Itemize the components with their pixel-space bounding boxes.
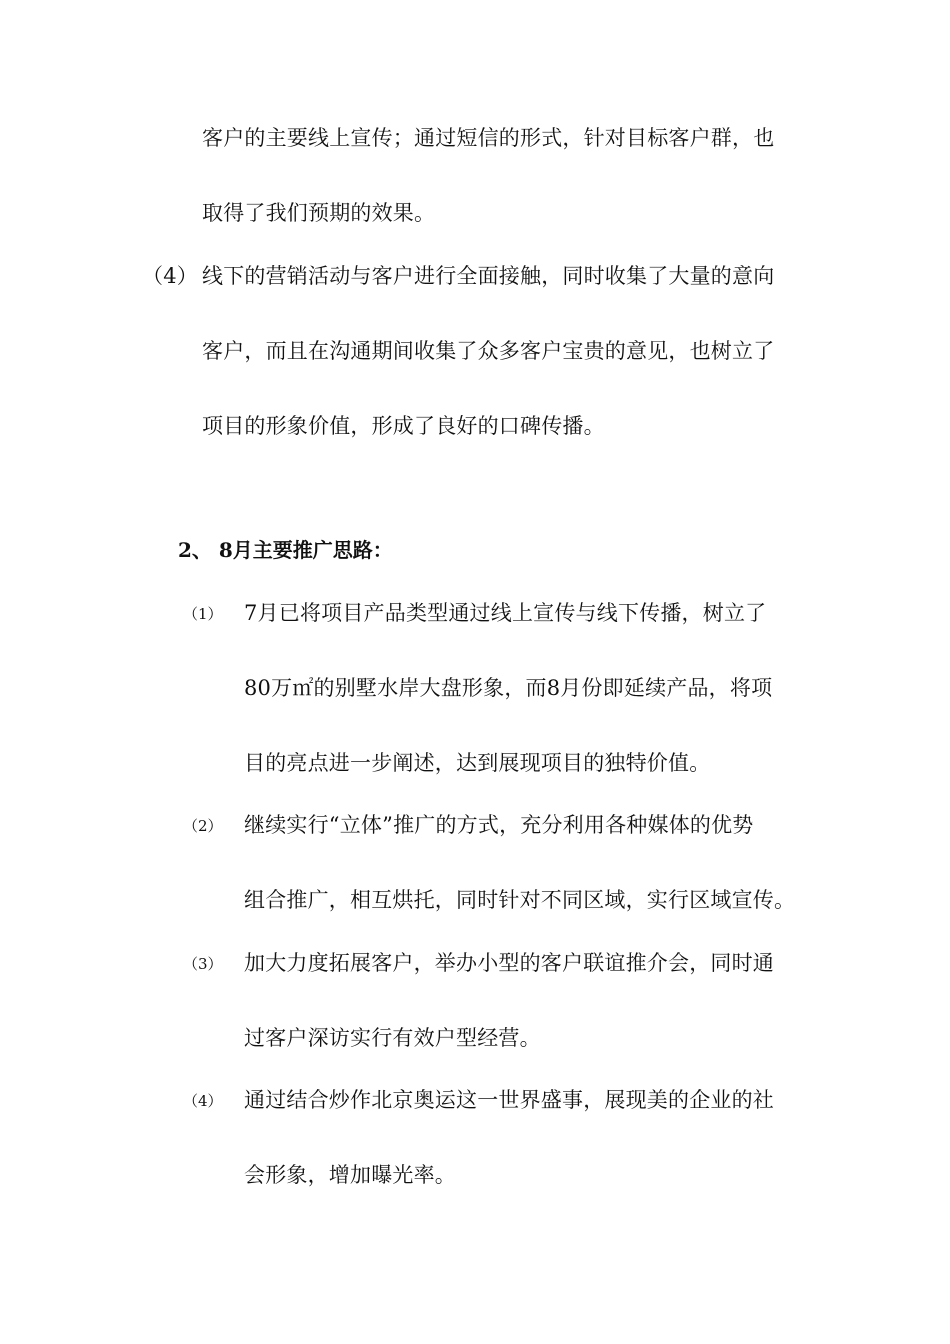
list-item-line: 过客户深访实行有效户型经营。 [244, 1026, 541, 1050]
list-item-number: （2） [183, 817, 223, 835]
list-item-line: 目的亮点进一步阐述，达到展现项目的独特价值。 [244, 751, 711, 775]
list-item-line: 80万㎡的别墅水岸大盘形象，而8月份即延续产品，将项 [244, 676, 773, 700]
list-item-number: （4） [142, 264, 198, 288]
list-item-line: 7月已将项目产品类型通过线上宣传与线下传播，树立了 [244, 601, 767, 625]
list-item-line: 项目的形象价值，形成了良好的口碑传播。 [202, 414, 605, 438]
paragraph-line: 客户的主要线上宣传；通过短信的形式，针对目标客户群，也 [202, 126, 775, 150]
list-item-number: （1） [183, 605, 223, 623]
list-item-line: 组合推广，相互烘托，同时针对不同区域，实行区域宣传。 [244, 888, 796, 912]
list-item-line: 通过结合炒作北京奥运这一世界盛事，展现美的企业的社 [244, 1088, 774, 1112]
section-heading: 2、 8月主要推广思路： [178, 538, 393, 562]
list-item-number: （3） [183, 955, 223, 973]
list-item-line: 会形象，增加曝光率。 [244, 1163, 456, 1187]
list-item-number: （4） [183, 1092, 223, 1110]
list-item-line: 继续实行“立体”推广的方式，充分利用各种媒体的优势 [244, 813, 754, 837]
list-item-line: 加大力度拓展客户，举办小型的客户联谊推介会，同时通 [244, 951, 774, 975]
paragraph-line: 取得了我们预期的效果。 [202, 201, 436, 225]
list-item-line: 客户，而且在沟通期间收集了众多客户宝贵的意见，也树立了 [202, 339, 775, 363]
list-item-line: 线下的营销活动与客户进行全面接触，同时收集了大量的意向 [202, 264, 775, 288]
